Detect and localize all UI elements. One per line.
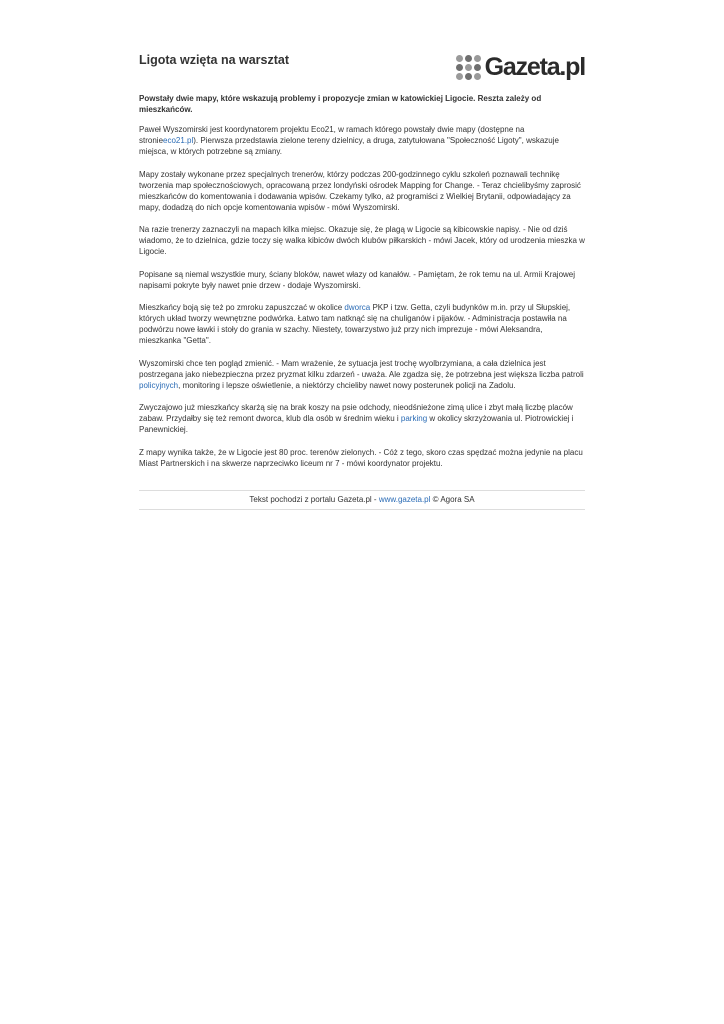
paragraph-5: Mieszkańcy boją się też po zmroku zapuszczać w okolice dworca PKP i tzw. Getta, czyli budynków m.in. przy ul Słupskiej, których układ tworzy wewnętrzne podwórka. Łatwo tam natknąć się na chuliganów i pijaków. - Administracja postawiła na podwórzu nowe ławki i stoły do grania w szachy. Niestety, towarzystwo już przy nich imprezuje - mówi Aleksandra, mieszkanka "Getta". xyxy=(139,303,571,345)
paragraph-7: Zwyczajowo już mieszkańcy skarżą się na brak koszy na psie odchody, nieodśnieżone zimą ulice i zbyt małą liczbę placów zabaw. Przydałby się też remont dworca, klub dla osób w średnim wieku i parking w okolicy skrzyżowania ul. Piotrowickiej i Panewnickiej. xyxy=(139,403,574,434)
article-body xyxy=(139,124,585,480)
article-lead: Powstały dwie mapy, które wskazują problemy i propozycje zmian w katowickiej Ligocie. Reszta zależy od mieszkańców. xyxy=(139,94,542,114)
paragraph-3: Na razie trenerzy zaznaczyli na mapach kilka miejsc. Okazuje się, że plagą w Ligocie są kibicowskie napisy. - Nie od dziś wiadomo, że to dzielnica, gdzie toczy się walka kibiców dwóch klubów piłkarskich - mówi Jacek, który od urodzenia mieszka w Ligocie. xyxy=(139,225,585,256)
article-title: Ligota wzięta na warsztat xyxy=(139,53,290,67)
parking-link[interactable]: parking xyxy=(400,414,428,423)
paragraph-8: Z mapy wynika także, że w Ligocie jest 80 proc. terenów zielonych. - Cóż z tego, skoro czas spędzać można jedynie na placu Miast Partnerskich i na skwerze naprzeciwko liceum nr 7 - mówi koordynator projektu. xyxy=(139,447,583,468)
paragraph-2: Mapy zostały wykonane przez specjalnych trenerów, którzy podczas 200-godzinnego cyklu szkoleń poznawali technikę tworzenia map społecznościowych, opracowaną przez londyński ośrodek Mapping for Change. - Teraz chcielibyśmy zaprosić mieszkańców do komentowania i dodawania wpisów. Czekamy tylko, aż programiści z Wielkiej Brytanii, odpowiadający za mapy, dodadzą do nich opcje komentowania wpisów - mówi Wyszomirski. xyxy=(139,169,581,212)
logo-text: Gazeta.pl xyxy=(484,53,585,81)
gazeta-dots-logo-icon xyxy=(456,55,481,80)
article-header xyxy=(139,48,585,88)
source-footer: Tekst pochodzi z portalu Gazeta.pl - www.gazeta.pl © Agora SA xyxy=(139,490,585,510)
gazeta-logo xyxy=(456,52,585,82)
dworca-link[interactable]: dworca xyxy=(344,303,371,312)
gazeta-link[interactable]: www.gazeta.pl xyxy=(378,495,431,504)
eco21-link[interactable]: eco21.pl xyxy=(163,136,194,145)
policyjnych-link[interactable]: policyjnych xyxy=(139,380,179,390)
paragraph-1: Paweł Wyszomirski jest koordynatorem projektu Eco21, w ramach którego powstały dwie mapy (dostępne na stronieeco21.pl). Pierwsza przedstawia zielone tereny dzielnicy, a druga, zatytułowana "Społeczność Ligoty", wskazuje miejsca, w których potrzebne są zmiany. xyxy=(139,125,559,156)
paragraph-6: Wyszomirski chce ten pogląd zmienić. - Mam wrażenie, że sytuacja jest trochę wyolbrzymiana, a cała dzielnica jest postrzegana jako niebezpieczna przez pryzmat kilku zdarzeń - uważa. Ale zgadza się, że potrzebna jest większa liczba patroli policyjnych, monitoring i lepsze oświetlenie, a niektórzy chcieliby nawet nowy posterunek policji na Zadolu. xyxy=(139,358,584,390)
paragraph-4: Popisane są niemal wszystkie mury, ściany bloków, nawet włazy od kanałów. - Pamiętam, że rok temu na ul. Armii Krajowej napisami pokryte były nawet pnie drzew - dodaje Wyszomirski. xyxy=(139,269,576,290)
